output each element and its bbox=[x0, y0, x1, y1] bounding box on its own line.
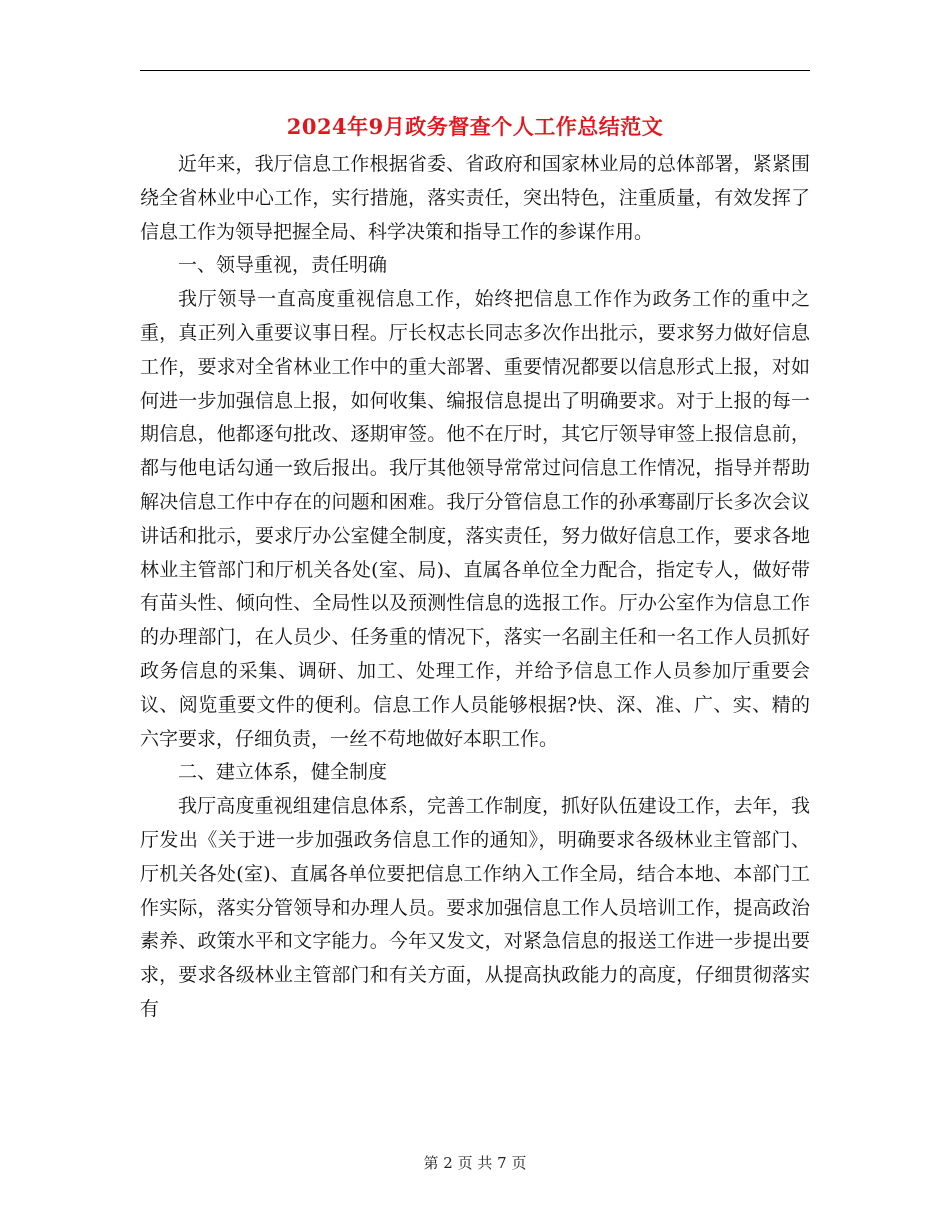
paragraph-section-2: 我厅高度重视组建信息体系，完善工作制度，抓好队伍建设工作，去年，我厅发出《关于进一步加强政务信息工作的通知》，明确要求各级林业主管部门、厅机关各处(室)、直属各单位要把信息工作纳入工作全局，结合本地、本部门工作实际，落实分管领导和办理人员。要求加强信息工作人员培训工作，提高政治素养、政策水平和文字能力。今年又发文，对紧急信息的报送工作进一步提出要求，要求各级林业主管部门和有关方面，从提高执政能力的高度，仔细贯彻落实有 bbox=[140, 795, 810, 1020]
document-title: 2024年9月政务督查个人工作总结范文 bbox=[286, 114, 664, 139]
section-heading-2: 二、建立体系，健全制度 bbox=[178, 761, 388, 784]
paragraph-intro: 近年来，我厅信息工作根据省委、省政府和国家林业局的总体部署，紧紧围绕全省林业中心工作，实行措施，落实责任，突出特色，注重质量，有效发挥了信息工作为领导把握全局、科学决策和指导工作的参谋作用。 bbox=[140, 153, 810, 243]
document-body bbox=[140, 148, 810, 1027]
section-heading-1: 一、领导重视，责任明确 bbox=[178, 254, 388, 277]
paragraph-section-1: 我厅领导一直高度重视信息工作，始终把信息工作作为政务工作的重中之重，真正列入重要议事日程。厅长权志长同志多次作出批示，要求努力做好信息工作，要求对全省林业工作中的重大部署、重要情况都要以信息形式上报，对如何进一步加强信息上报，如何收集、编报信息提出了明确要求。对于上报的每一期信息，他都逐句批改、逐期审签。他不在厅时，其它厅领导审签上报信息前，都与他电话勾通一致后报出。我厅其他领导常常过问信息工作情况，指导并帮助解决信息工作中存在的问题和困难。我厅分管信息工作的孙承骞副厅长多次会议讲话和批示，要求厅办公室健全制度，落实责任，努力做好信息工作，要求各地林业主管部门和厅机关各处(室、局)、直属各单位全力配合，指定专人，做好带有苗头性、倾向性、全局性以及预测性信息的选报工作。厅办公室作为信息工作的办理部门，在人员少、任务重的情况下，落实一名副主任和一名工作人员抓好政务信息的采集、调研、加工、处理工作，并给予信息工作人员参加厅重要会议、阅览重要文件的便利。信息工作人员能够根据?快、深、准、广、实、精的六字要求，仔细负责，一丝不苟地做好本职工作。 bbox=[140, 288, 810, 750]
page-number: 第 2 页 共 7 页 bbox=[423, 1154, 527, 1172]
header-rule bbox=[140, 70, 810, 71]
